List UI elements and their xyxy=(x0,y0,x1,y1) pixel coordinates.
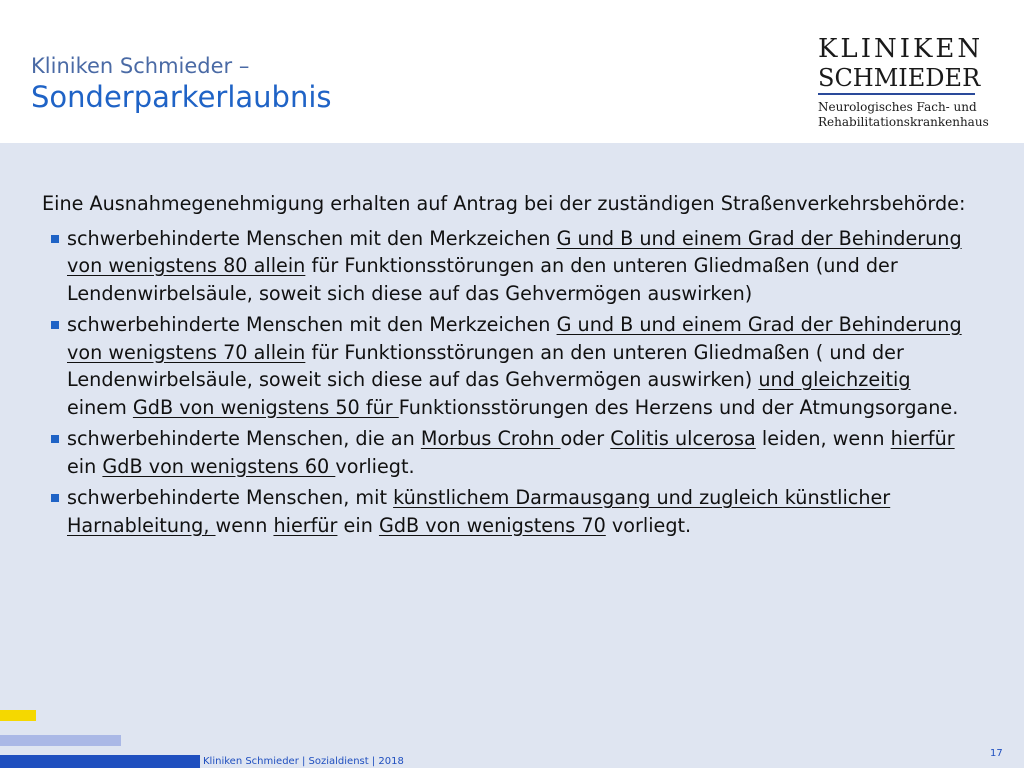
underlined-text: GdB von wenigstens 60 xyxy=(102,454,336,478)
logo-line-neurologisches: Neurologisches Fach- und xyxy=(818,100,977,114)
logo-line-rehabilitation: Rehabilitationskrankenhaus xyxy=(818,115,989,129)
bullet-text: für Funktionsstörungen an den unteren Gliedmaßen ( und der Lendenwirbelsäule, soweit sich diese auf das Gehvermögen auswirken) xyxy=(67,340,904,391)
underlined-text: GdB von wenigstens 50 für xyxy=(132,395,399,419)
dark-blue-accent-bar xyxy=(0,755,200,768)
bullet-text: wenn xyxy=(215,513,274,537)
underlined-text: und gleichzeitig xyxy=(758,368,911,391)
underlined-text: Morbus Crohn xyxy=(420,427,561,450)
light-blue-accent-bar xyxy=(0,735,121,746)
bullet-square-icon xyxy=(51,321,59,329)
bullet-text: Funktionsstörungen des Herzens und der Atmungsorgane. xyxy=(398,395,959,419)
bullet-text: schwerbehinderte Menschen mit den Merkzeichen xyxy=(67,313,557,336)
page-number: 17 xyxy=(990,748,1003,759)
bullet-text: schwerbehinderte Menschen mit den Merkzeichen xyxy=(67,226,557,250)
bullet-square-icon xyxy=(51,235,59,243)
bullet-item xyxy=(42,311,972,421)
underlined-text: GdB von wenigstens 70 xyxy=(378,513,606,537)
underlined-text: hierfür xyxy=(273,513,338,537)
logo-line-schmieder: SCHMIEDER xyxy=(818,64,981,92)
slide-body xyxy=(42,190,972,543)
underlined-text: G und B und einem Grad der Behinderung von wenigstens 80 allein xyxy=(67,226,962,277)
bullet-text: vorliegt. xyxy=(335,454,415,478)
intro-text: Eine Ausnahmegenehmigung erhalten auf Antrag bei der zuständigen Straßenverkehrsbehörde: xyxy=(42,192,966,215)
bullet-text: einem xyxy=(67,395,133,419)
bullet-square-icon xyxy=(51,494,59,502)
bullet-item xyxy=(42,225,972,308)
bullet-text: ein xyxy=(67,454,103,478)
logo-line-kliniken: KLINIKEN xyxy=(818,34,984,64)
bullet-text: ein xyxy=(337,513,379,537)
underlined-text: hierfür xyxy=(890,427,955,450)
bullet-text: schwerbehinderte Menschen, mit xyxy=(67,486,394,509)
bullet-item xyxy=(42,425,972,480)
bullet-text: vorliegt. xyxy=(605,513,692,537)
slide-title: Sonderparkerlaubnis xyxy=(31,80,332,114)
bullet-item xyxy=(42,484,972,539)
bullet-text: für Funktionsstörungen an den unteren Gliedmaßen (und der Lendenwirbelsäule, soweit sich diese auf das Gehvermögen auswirken) xyxy=(67,254,898,305)
clinic-logo xyxy=(818,34,989,130)
underlined-text: künstlichem Darmausgang und zugleich künstlicher Harnableitung, xyxy=(67,486,891,537)
bullet-text: schwerbehinderte Menschen, die an xyxy=(67,427,421,450)
footer-text: Kliniken Schmieder | Sozialdienst | 2018 xyxy=(203,756,404,767)
bullet-square-icon xyxy=(51,435,59,443)
slide-header xyxy=(0,0,1024,143)
bullet-text: oder xyxy=(560,427,611,450)
underlined-text: G und B und einem Grad der Behinderung von wenigstens 70 allein xyxy=(67,313,962,364)
logo-divider xyxy=(818,93,975,95)
underlined-text: Colitis ulcerosa xyxy=(610,427,756,450)
bullet-list xyxy=(42,225,972,540)
bullet-text: leiden, wenn xyxy=(755,427,891,450)
yellow-accent-bar xyxy=(0,710,36,721)
slide-subtitle: Kliniken Schmieder – xyxy=(31,54,250,78)
